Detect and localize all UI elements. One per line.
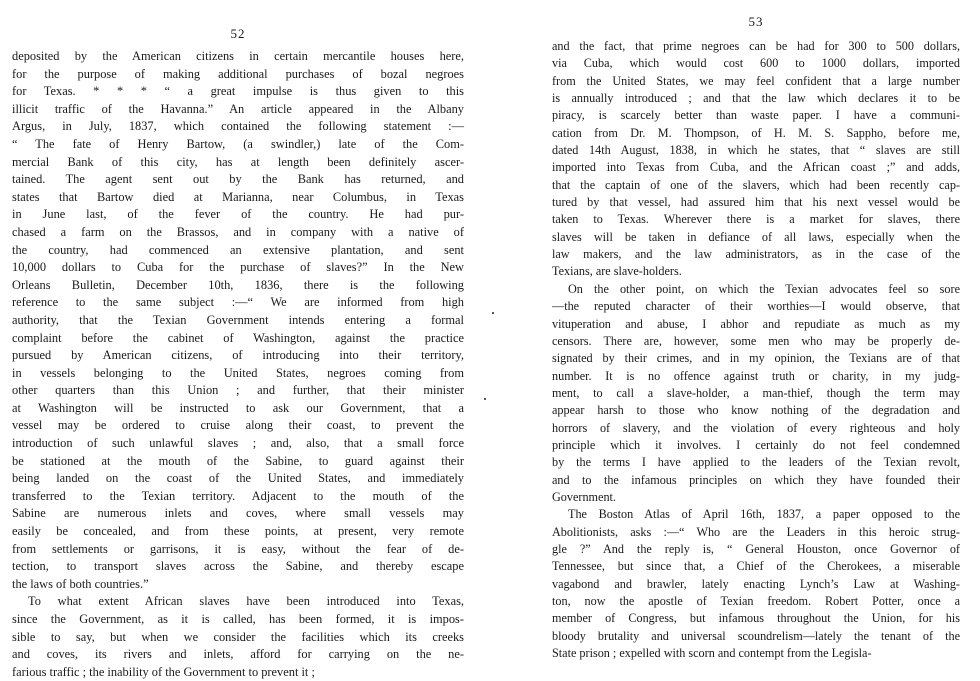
text-line: sible to say, but when we consider the facilities which its creeks (12, 629, 464, 644)
text-line: vagabond and brawler, lately enacting Lynch’s Law at Washing- (552, 576, 960, 591)
text-line: vituperation and abuse, I abhor and repudiate as much as my (552, 316, 960, 331)
text-line: ton, now the apostle of Texian freedom. Robert Potter, once a (552, 594, 960, 608)
text-line: vessel may be ordered to cruise along their coast, to prevent the (12, 418, 464, 433)
text-line: from the United States, we may feel confident that a large number (552, 73, 960, 88)
text-line: for the purpose of making additional purchases of bozal negroes (12, 66, 464, 81)
text-line: number. It is no offence against truth or charity, in my judg- (552, 368, 960, 383)
text-line: farious traffic ; the inability of the Government to prevent it ; (12, 664, 315, 679)
text-line: signated by their crimes, and in my opinion, the Texians are of that (552, 351, 960, 366)
text-line: complaint before the cabinet of Washington, against the practice (12, 330, 464, 345)
text-line: To what extent African slaves have been introduced into Texas, (28, 594, 464, 609)
text-line: Government. (552, 489, 616, 504)
text-line: since the Government, as it is called, has been formed, it is impos- (12, 612, 464, 626)
text-line: and to the infamous principles on which they have founded their (552, 472, 960, 487)
text-line: dated 14th August, 1838, in which he states, that “ slaves are still (552, 143, 960, 158)
text-line: by the terms I have applied to the leaders of the Texian revolt, (552, 455, 960, 470)
gutter-mark (484, 398, 486, 400)
text-line: that the captain of one of the slavers, which had been recently cap- (552, 177, 960, 192)
text-line: imported into Texas from Cuba, and the African coast ;” and adds, (552, 160, 960, 175)
text-line: law makers, and the law administrators, as in the case of the (552, 247, 960, 262)
text-line: in June last, of the fever of the country. He had pur- (12, 207, 464, 222)
text-line: pursued by American citizens, of introducing into their territory, (12, 348, 464, 363)
text-line: member of Congress, but infamous throughout the Union, for his (552, 611, 960, 626)
text-line: transferred to the Texian territory. Adjacent to the mouth of the (12, 488, 464, 503)
text-line: introduction of such unlawful slaves ; and, also, that a small force (12, 436, 464, 451)
text-line: Argus, in July, 1837, which contained the following statement :— (12, 119, 464, 134)
text-line: the laws of both countries.” (12, 576, 149, 591)
text-line: other quarters than this Union ; and further, that their minister (12, 383, 464, 398)
text-line: taken to Texas. Wherever there is a market for slaves, there (552, 212, 960, 227)
text-line: bloody brutality and universal scoundrelism—lately the tenant of the (552, 628, 960, 643)
text-line: easily be concealed, and from these points, at present, very remote (12, 524, 464, 539)
text-line: Sabine are numerous inlets and coves, where small vessels may (12, 506, 464, 521)
text-line: authority, that the Texian Government intends entering a formal (12, 312, 464, 327)
text-line: The Boston Atlas of April 16th, 1837, a paper opposed to the (568, 507, 960, 522)
text-line: slaves will be taken in defiance of all laws, especially when the (552, 229, 960, 244)
text-line: censors. There are, however, some men who may be properly de- (552, 333, 960, 348)
text-line: deposited by the American citizens in certain mercantile houses here, (12, 49, 464, 63)
text-line: in vessels belonging to the United States, negroes coming from (12, 365, 464, 380)
text-line: the country, had commenced an extensive plantation, and sent (12, 242, 464, 257)
text-line: mercial Bank of this city, has at length been definitely ascer- (12, 154, 464, 169)
text-line: and coves, its rivers and inlets, afford for carrying on the ne- (12, 647, 464, 662)
text-line: states that Bartow died at Marianna, near Columbus, in Texas (12, 189, 464, 204)
text-line: is annually introduced ; and that the law which declares it to be (552, 91, 960, 106)
page-number: 53 (748, 14, 764, 29)
text-line: tained. The agent sent out by the Bank has returned, and (12, 172, 464, 187)
text-line: and the fact, that prime negroes can be had for 300 to 500 dollars, (552, 39, 960, 53)
text-line: Tennessee, but since that, a Chief of the Cherokees, a miserable (552, 559, 960, 574)
left-page-text (12, 48, 464, 681)
text-line: tection, to transport slaves across the Sabine, and thereby escape (12, 559, 464, 574)
text-line: chased a farm on the Brassos, and in company with a native of (12, 224, 464, 239)
text-line: be stationed at the mouth of the Sabine, to guard against their (12, 453, 464, 468)
text-line: principle which it involves. I certainly do not feel condemned (552, 437, 960, 452)
text-line: reference to the same subject :—“ We are informed from high (12, 295, 464, 310)
text-line: On the other point, on which the Texian advocates feel so sore (568, 281, 960, 296)
text-line: “ The fate of Henry Bartow, (a swindler,) late of the Com- (12, 136, 464, 151)
right-page-text (552, 38, 960, 662)
right-page (540, 0, 970, 661)
text-line: gle ?” And the reply is, “ General Houston, once Governor of (552, 541, 960, 556)
text-line: being landed on the coast of the United States, and immediately (12, 471, 464, 486)
text-line: horrors of slavery, and the violation of every righteous and holy (552, 420, 960, 435)
text-line: illicit traffic of the Havanna.” An article appeared in the Albany (12, 101, 464, 116)
text-line: for Texas. * * * “ a great impulse is thus given to this (12, 84, 464, 99)
text-line: Abolitionists, asks :—“ Who are the Leaders in this heroic strug- (552, 524, 960, 539)
left-page (0, 0, 480, 679)
text-line: via Cuba, which would cost 600 to 1000 dollars, imported (552, 56, 960, 71)
text-line: tured by that vessel, had assured him that his next vessel would be (552, 195, 960, 210)
text-line: Texians, are slave-holders. (552, 264, 682, 279)
text-line: Orleans Bulletin, December 10th, 1836, there is the following (12, 277, 464, 292)
text-line: —the reputed character of their worthies—I would observe, that (552, 299, 960, 314)
text-line: ment, to call a slave-holder, a man-thief, though the term may (552, 385, 960, 400)
text-line: cation from Dr. M. Thompson, of H. M. S. Sappho, before me, (552, 125, 960, 140)
gutter-mark (492, 312, 494, 314)
page-number: 52 (230, 26, 246, 41)
text-line: State prison ; expelled with scorn and contempt from the Legisla- (552, 646, 872, 661)
text-line: at Washington will be instructed to ask our Government, that a (12, 400, 464, 415)
text-line: appear harsh to those who know nothing of the degradation and (552, 403, 960, 418)
text-line: 10,000 dollars to Cuba for the purchase of slaves?” In the New (12, 260, 464, 275)
text-line: piracy, is scarcely better than waste paper. I have a communi- (552, 108, 960, 123)
text-line: from settlements or garrisons, it is easy, without the fear of de- (12, 541, 464, 556)
